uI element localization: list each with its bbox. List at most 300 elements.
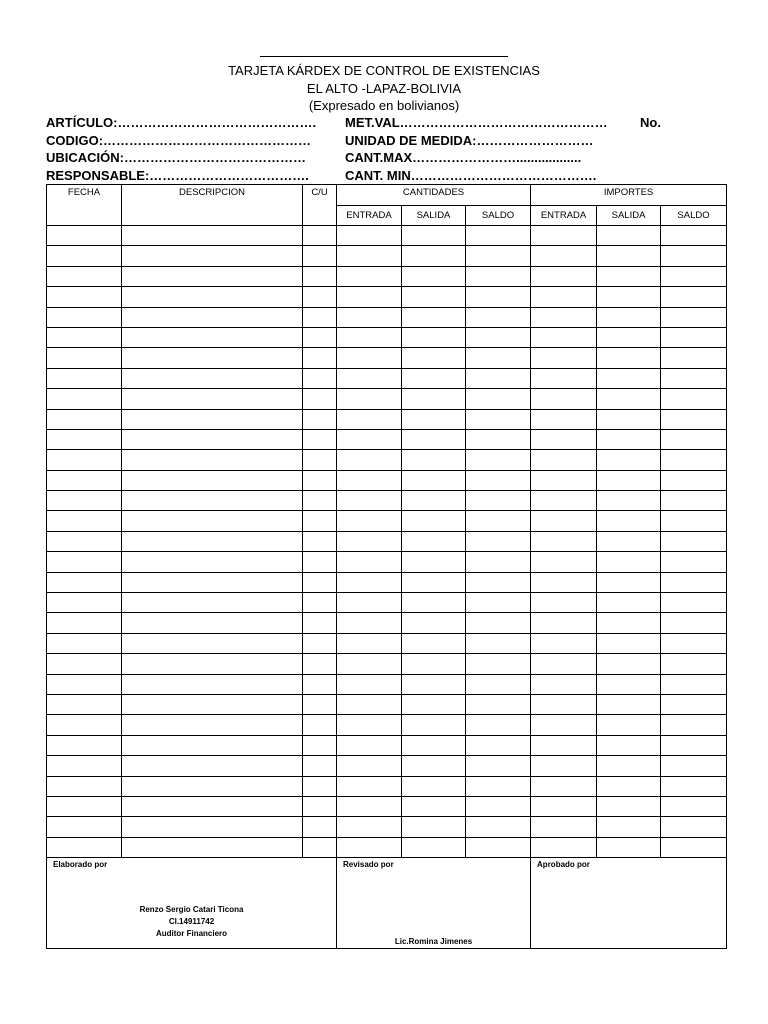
table-cell[interactable] [597,368,661,388]
table-cell[interactable] [597,470,661,490]
table-cell[interactable] [531,817,597,837]
table-cell[interactable] [597,715,661,735]
table-cell[interactable] [303,266,337,286]
table-cell[interactable] [661,327,727,347]
table-cell[interactable] [597,246,661,266]
table-cell[interactable] [597,593,661,613]
table-cell[interactable] [402,389,466,409]
table-cell[interactable] [122,266,303,286]
table-cell[interactable] [47,531,122,551]
table-cell[interactable] [597,817,661,837]
table-cell[interactable] [531,531,597,551]
table-cell[interactable] [303,735,337,755]
table-cell[interactable] [531,429,597,449]
table-cell[interactable] [531,715,597,735]
table-cell[interactable] [402,715,466,735]
table-cell[interactable] [597,531,661,551]
table-cell[interactable] [303,226,337,246]
table-cell[interactable] [466,511,531,531]
table-cell[interactable] [597,307,661,327]
table-cell[interactable] [531,654,597,674]
table-cell[interactable] [402,572,466,592]
table-cell[interactable] [597,491,661,511]
table-cell[interactable] [531,287,597,307]
table-cell[interactable] [47,715,122,735]
table-cell[interactable] [466,368,531,388]
table-cell[interactable] [531,450,597,470]
table-cell[interactable] [466,348,531,368]
table-cell[interactable] [337,776,402,796]
table-cell[interactable] [402,287,466,307]
table-cell[interactable] [47,756,122,776]
table-cell[interactable] [337,226,402,246]
table-cell[interactable] [597,796,661,816]
table-cell[interactable] [122,226,303,246]
table-cell[interactable] [122,776,303,796]
table-cell[interactable] [122,654,303,674]
table-cell[interactable] [597,694,661,714]
table-cell[interactable] [466,246,531,266]
table-cell[interactable] [122,327,303,347]
table-cell[interactable] [337,796,402,816]
table-cell[interactable] [337,572,402,592]
table-cell[interactable] [122,633,303,653]
kardex-body [47,226,727,858]
table-cell[interactable] [466,633,531,653]
table-cell[interactable] [122,429,303,449]
table-row [47,654,727,674]
table-cell[interactable] [466,287,531,307]
table-cell[interactable] [661,226,727,246]
table-cell[interactable] [47,429,122,449]
table-cell[interactable] [466,756,531,776]
signature-row [47,858,727,949]
table-cell[interactable] [47,837,122,857]
table-cell[interactable] [47,307,122,327]
table-cell[interactable] [402,429,466,449]
table-cell[interactable] [337,409,402,429]
table-cell[interactable] [531,633,597,653]
table-cell[interactable] [47,593,122,613]
table-cell[interactable] [466,409,531,429]
table-cell[interactable] [337,389,402,409]
table-cell[interactable] [531,348,597,368]
header-importes: IMPORTES [531,185,727,206]
table-cell[interactable] [466,470,531,490]
table-cell[interactable] [122,572,303,592]
table-cell[interactable] [47,674,122,694]
table-cell[interactable] [47,450,122,470]
table-cell[interactable] [303,450,337,470]
table-cell[interactable] [122,674,303,694]
table-cell[interactable] [531,694,597,714]
table-cell[interactable] [303,491,337,511]
table-cell[interactable] [466,552,531,572]
table-cell[interactable] [337,633,402,653]
table-cell[interactable] [661,429,727,449]
table-cell[interactable] [661,593,727,613]
table-cell[interactable] [337,837,402,857]
table-cell[interactable] [531,552,597,572]
table-cell[interactable] [337,450,402,470]
table-cell[interactable] [531,409,597,429]
table-cell[interactable] [531,511,597,531]
table-cell[interactable] [531,613,597,633]
table-cell[interactable] [47,226,122,246]
table-cell[interactable] [661,450,727,470]
table-cell[interactable] [661,287,727,307]
table-cell[interactable] [531,246,597,266]
table-cell[interactable] [337,327,402,347]
table-cell[interactable] [47,491,122,511]
table-cell[interactable] [466,572,531,592]
table-cell[interactable] [47,348,122,368]
table-cell[interactable] [661,307,727,327]
table-cell[interactable] [303,654,337,674]
table-cell[interactable] [122,511,303,531]
table-cell[interactable] [47,633,122,653]
table-cell[interactable] [303,633,337,653]
table-cell[interactable] [303,593,337,613]
table-cell[interactable] [531,776,597,796]
table-cell[interactable] [661,552,727,572]
table-cell[interactable] [122,756,303,776]
table-cell[interactable] [47,470,122,490]
table-cell[interactable] [661,368,727,388]
table-cell[interactable] [402,776,466,796]
table-cell[interactable] [661,674,727,694]
table-cell[interactable] [466,389,531,409]
revisado-label: Revisado por [343,860,394,870]
table-row [47,837,727,857]
table-cell[interactable] [47,327,122,347]
table-cell[interactable] [531,266,597,286]
table-cell[interactable] [337,368,402,388]
table-cell[interactable] [661,776,727,796]
top-signature-rule [260,56,508,57]
table-cell[interactable] [661,817,727,837]
table-cell[interactable] [122,552,303,572]
table-cell[interactable] [303,756,337,776]
table-cell[interactable] [47,552,122,572]
table-cell[interactable] [661,389,727,409]
table-row [47,776,727,796]
table-cell[interactable] [661,348,727,368]
table-cell[interactable] [531,735,597,755]
table-cell[interactable] [337,674,402,694]
table-cell[interactable] [337,654,402,674]
table-cell[interactable] [466,226,531,246]
table-cell[interactable] [597,226,661,246]
table-cell[interactable] [47,389,122,409]
table-cell[interactable] [122,796,303,816]
table-cell[interactable] [531,674,597,694]
table-cell[interactable] [337,266,402,286]
table-row [47,450,727,470]
table-cell[interactable] [303,837,337,857]
table-cell[interactable] [466,674,531,694]
table-cell[interactable] [466,694,531,714]
table-cell[interactable] [597,511,661,531]
table-cell[interactable] [531,327,597,347]
table-cell[interactable] [402,593,466,613]
table-cell[interactable] [303,531,337,551]
table-cell[interactable] [531,837,597,857]
table-cell[interactable] [122,491,303,511]
table-cell[interactable] [303,511,337,531]
table-cell[interactable] [402,470,466,490]
table-cell[interactable] [122,715,303,735]
table-cell[interactable] [303,776,337,796]
table-cell[interactable] [337,429,402,449]
table-cell[interactable] [402,735,466,755]
table-cell[interactable] [597,552,661,572]
table-cell[interactable] [661,511,727,531]
table-cell[interactable] [47,796,122,816]
table-cell[interactable] [466,491,531,511]
table-cell[interactable] [303,327,337,347]
table-cell[interactable] [47,572,122,592]
table-cell[interactable] [402,266,466,286]
table-row [47,613,727,633]
table-cell[interactable] [597,837,661,857]
table-cell[interactable] [402,450,466,470]
table-cell[interactable] [466,796,531,816]
table-cell[interactable] [337,593,402,613]
table-cell[interactable] [47,266,122,286]
field-number: No. [640,115,661,130]
table-cell[interactable] [122,694,303,714]
table-cell[interactable] [597,756,661,776]
table-cell[interactable] [402,491,466,511]
table-cell[interactable] [661,470,727,490]
table-cell[interactable] [402,837,466,857]
table-header-row [47,185,727,206]
table-cell[interactable] [661,531,727,551]
table-cell[interactable] [122,409,303,429]
table-cell[interactable] [122,817,303,837]
table-cell[interactable] [661,613,727,633]
table-cell[interactable] [337,756,402,776]
table-cell[interactable] [466,327,531,347]
table-cell[interactable] [402,756,466,776]
table-cell[interactable] [531,491,597,511]
table-cell[interactable] [402,633,466,653]
table-cell[interactable] [531,368,597,388]
table-cell[interactable] [47,368,122,388]
field-met-val: MET.VAL………………………………………… [345,115,608,130]
table-cell[interactable] [597,633,661,653]
table-cell[interactable] [402,348,466,368]
table-cell[interactable] [466,715,531,735]
table-cell[interactable] [402,694,466,714]
table-cell[interactable] [402,817,466,837]
table-row [47,246,727,266]
table-cell[interactable] [337,348,402,368]
table-cell[interactable] [303,307,337,327]
table-cell[interactable] [661,246,727,266]
table-cell[interactable] [122,837,303,857]
table-cell[interactable] [466,266,531,286]
table-cell[interactable] [337,491,402,511]
table-cell[interactable] [661,694,727,714]
table-cell[interactable] [661,837,727,857]
table-cell[interactable] [337,552,402,572]
table-cell[interactable] [466,531,531,551]
table-cell[interactable] [303,409,337,429]
table-cell[interactable] [337,735,402,755]
table-cell[interactable] [303,389,337,409]
table-cell[interactable] [47,735,122,755]
table-cell[interactable] [597,266,661,286]
table-cell[interactable] [466,735,531,755]
table-cell[interactable] [402,368,466,388]
table-cell[interactable] [661,654,727,674]
table-cell[interactable] [337,246,402,266]
table-cell[interactable] [531,389,597,409]
table-cell[interactable] [661,491,727,511]
table-cell[interactable] [303,613,337,633]
table-cell[interactable] [597,389,661,409]
table-cell[interactable] [303,429,337,449]
field-cant-max: CANT.MAX…………………….................. [345,150,582,165]
table-cell[interactable] [531,593,597,613]
table-cell[interactable] [531,226,597,246]
table-cell[interactable] [303,552,337,572]
table-cell[interactable] [122,593,303,613]
table-cell[interactable] [466,817,531,837]
table-cell[interactable] [661,735,727,755]
table-cell[interactable] [402,674,466,694]
table-cell[interactable] [661,266,727,286]
table-cell[interactable] [402,327,466,347]
table-cell[interactable] [466,613,531,633]
table-cell[interactable] [466,654,531,674]
table-cell[interactable] [531,470,597,490]
table-cell[interactable] [303,817,337,837]
table-cell[interactable] [597,348,661,368]
table-cell[interactable] [122,735,303,755]
table-cell[interactable] [303,572,337,592]
table-cell[interactable] [337,511,402,531]
table-cell[interactable] [303,470,337,490]
table-cell[interactable] [466,450,531,470]
table-cell[interactable] [661,756,727,776]
table-cell[interactable] [122,470,303,490]
table-cell[interactable] [47,694,122,714]
table-cell[interactable] [597,674,661,694]
table-cell[interactable] [47,776,122,796]
table-cell[interactable] [122,368,303,388]
table-cell[interactable] [337,531,402,551]
table-cell[interactable] [466,837,531,857]
table-cell[interactable] [597,654,661,674]
table-cell[interactable] [402,226,466,246]
table-cell[interactable] [337,287,402,307]
table-cell[interactable] [531,756,597,776]
table-cell[interactable] [531,796,597,816]
table-cell[interactable] [402,307,466,327]
table-cell[interactable] [402,511,466,531]
table-cell[interactable] [303,246,337,266]
table-cell[interactable] [597,429,661,449]
table-cell[interactable] [337,470,402,490]
table-cell[interactable] [47,613,122,633]
table-cell[interactable] [597,735,661,755]
table-cell[interactable] [122,307,303,327]
table-cell[interactable] [47,654,122,674]
table-cell[interactable] [661,409,727,429]
table-cell[interactable] [597,287,661,307]
table-cell[interactable] [303,368,337,388]
table-cell[interactable] [47,817,122,837]
table-cell[interactable] [402,654,466,674]
table-cell[interactable] [597,409,661,429]
table-cell[interactable] [402,531,466,551]
table-cell[interactable] [47,287,122,307]
subheader-cant-saldo: SALDO [466,206,531,226]
table-cell[interactable] [466,429,531,449]
table-cell[interactable] [402,613,466,633]
table-cell[interactable] [661,633,727,653]
table-cell[interactable] [661,796,727,816]
field-responsable: RESPONSABLE:………………………………. [46,168,309,183]
table-cell[interactable] [303,796,337,816]
table-cell[interactable] [47,246,122,266]
table-cell[interactable] [597,776,661,796]
table-cell[interactable] [337,715,402,735]
table-cell[interactable] [597,572,661,592]
table-cell[interactable] [597,450,661,470]
table-cell[interactable] [122,531,303,551]
table-cell[interactable] [122,246,303,266]
table-cell[interactable] [466,776,531,796]
table-cell[interactable] [337,613,402,633]
table-cell[interactable] [402,552,466,572]
table-cell[interactable] [661,715,727,735]
table-cell[interactable] [337,307,402,327]
table-cell[interactable] [402,796,466,816]
table-cell[interactable] [303,348,337,368]
table-row [47,552,727,572]
table-cell[interactable] [47,409,122,429]
table-cell[interactable] [122,389,303,409]
table-cell[interactable] [597,613,661,633]
table-cell[interactable] [303,287,337,307]
table-cell[interactable] [531,572,597,592]
table-cell[interactable] [303,674,337,694]
header-descripcion: DESCRIPCION [122,185,303,226]
table-cell[interactable] [402,246,466,266]
table-cell[interactable] [661,572,727,592]
table-cell[interactable] [531,307,597,327]
table-cell[interactable] [337,817,402,837]
table-cell[interactable] [122,450,303,470]
table-cell[interactable] [303,694,337,714]
table-cell[interactable] [122,613,303,633]
elaborado-signature [47,904,336,940]
table-cell[interactable] [47,511,122,531]
table-cell[interactable] [466,307,531,327]
table-cell[interactable] [402,409,466,429]
table-cell[interactable] [303,715,337,735]
field-ubicacion: UBICACIÓN:…………………………………… [46,150,306,165]
table-cell[interactable] [122,287,303,307]
table-cell[interactable] [597,327,661,347]
table-cell[interactable] [466,593,531,613]
table-cell[interactable] [122,348,303,368]
table-cell[interactable] [337,694,402,714]
